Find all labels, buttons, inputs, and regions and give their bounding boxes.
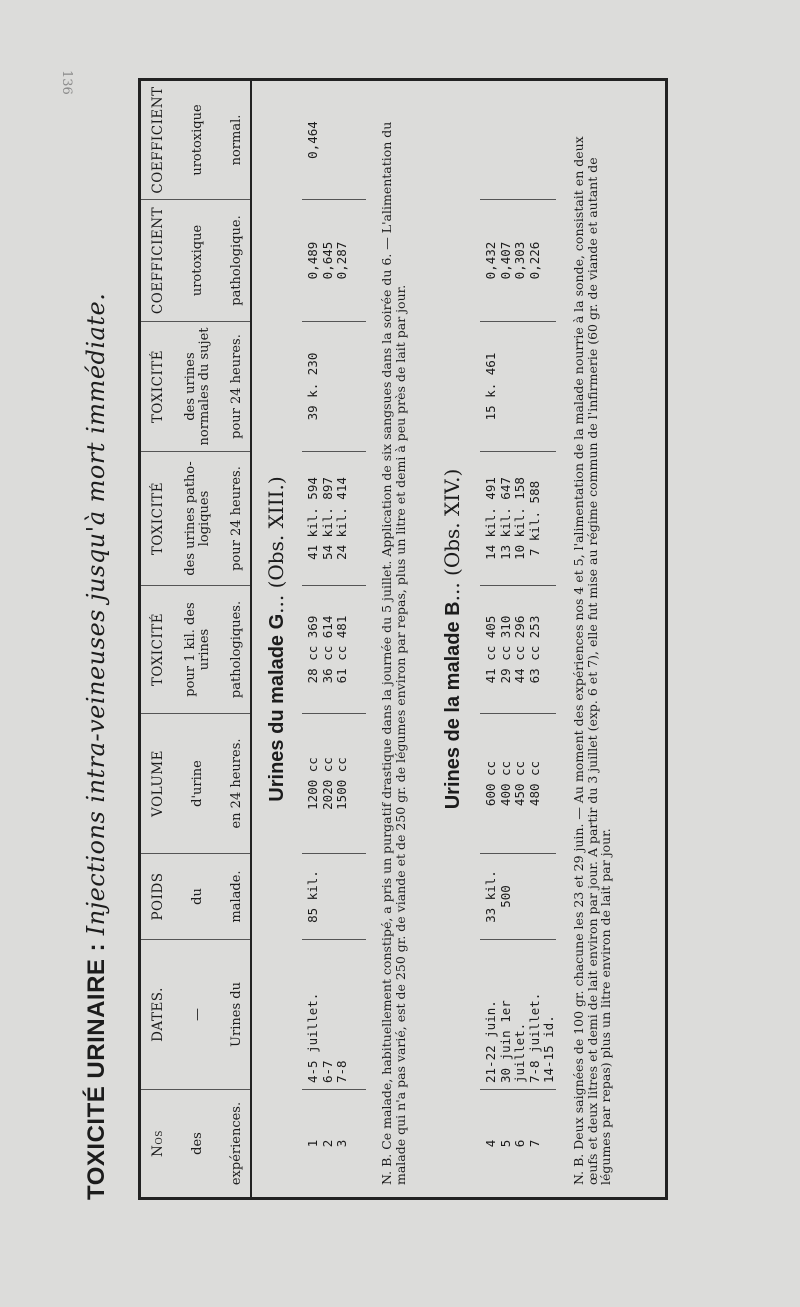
header-nos: Nos des expériences. bbox=[141, 1089, 250, 1197]
cell-coef-patho: 0,489 0,645 0,287 bbox=[302, 199, 366, 321]
cell-tox-norm: 39 k. 230 bbox=[302, 321, 366, 451]
header-toxicite-patho: TOXICITÉ des urines patho- logiques pour 24 heures. bbox=[141, 451, 250, 585]
table-row bbox=[480, 81, 556, 1197]
cell-coef-patho: 0,432 0,407 0,303 0,226 bbox=[480, 199, 556, 321]
cell-tox-patho: 41 kil. 594 54 kil. 897 24 kil. 414 bbox=[302, 451, 366, 585]
note-section-2: N. B. Deux saignées de 100 gr. chacune les 23 et 29 juin. — Au moment des expériences nos 4 et 5, l'alimentation de la malade nourrie à la sonde, consistait en deux œufs et deux litres et demi de lait environ par jour. A partir du 3 juillet (exp. 6 et 7), elle fut mise au régime commun de l'infirmerie (60 gr. de viande et autant de légumes par repas) plus un litre environ de lait par jour. bbox=[571, 136, 613, 1185]
cell-dates: 4-5 juillet. 6-7 7-8 bbox=[302, 939, 366, 1089]
header-poids: POIDS du malade. bbox=[141, 853, 250, 939]
header-volume: VOLUME d'urine en 24 heures. bbox=[141, 713, 250, 853]
cell-tox-kil: 28 cc 369 36 cc 614 61 cc 481 bbox=[302, 585, 366, 713]
table-header bbox=[141, 81, 252, 1197]
headline-title: TOXICITÉ URINAIRE : bbox=[83, 942, 110, 1200]
cell-coef-norm: 0,464 bbox=[305, 121, 320, 159]
header-toxicite-kil: TOXICITÉ pour 1 kil. des urines pathologiques. bbox=[141, 585, 250, 713]
rotated-page-content bbox=[82, 60, 682, 1200]
header-dates: DATES. — Urines du bbox=[141, 939, 250, 1089]
cell-nos: 4 5 6 7 bbox=[480, 1089, 556, 1197]
cell-poids: 85 kil. bbox=[302, 853, 366, 939]
cell-dates: 21-22 juin. 30 juin 1er juillet. 7-8 juillet. 14-15 id. bbox=[480, 939, 556, 1089]
cell-coef-norm bbox=[480, 81, 556, 199]
header-toxicite-norm: TOXICITÉ des urines normales du sujet pour 24 heures. bbox=[141, 321, 250, 451]
table-body bbox=[252, 81, 665, 1197]
section-title: Urines de la malade B... (Obs. XIV.) bbox=[440, 468, 464, 810]
header-coef-norm: COEFFICIENT urotoxique normal. bbox=[150, 86, 244, 194]
cell-tox-kil: 41 cc 405 29 cc 310 44 cc 296 63 cc 253 bbox=[480, 585, 556, 713]
cell-volume: 600 cc 400 cc 450 cc 480 cc bbox=[480, 713, 556, 853]
headline-subtitle: Injections intra-veineuses jusqu'à mort immédiate. bbox=[82, 292, 110, 936]
section-title: Urines du malade G... (Obs. XIII.) bbox=[264, 476, 288, 802]
cell-poids: 33 kil. 500 bbox=[480, 853, 556, 939]
cell-tox-patho: 14 kil. 491 13 kil. 647 10 kil. 158 7 kil. 588 bbox=[480, 451, 556, 585]
cell-tox-norm: 15 k. 461 bbox=[480, 321, 556, 451]
toxicity-table bbox=[138, 78, 668, 1200]
cell-volume: 1200 cc 2020 cc 1500 cc bbox=[302, 713, 366, 853]
page-headline bbox=[82, 60, 126, 1200]
page-number: 136 bbox=[59, 70, 74, 95]
header-coef-patho: COEFFICIENT urotoxique pathologique. bbox=[141, 199, 250, 321]
table-row bbox=[302, 81, 366, 1197]
note-section-1: N. B. Ce malade, habituellement constipé, a pris un purgatif drastique dans la journée du 5 juillet. Application de six sangsues dans la soirée du 6. — L'alimentation du malade qui n'a pas varié, est de 250 gr. de viande et de 250 gr. de légumes environ par repas, plus un litre et demi à peu près de lait par jour. bbox=[379, 121, 408, 1185]
cell-nos: 1 2 3 bbox=[302, 1089, 366, 1197]
